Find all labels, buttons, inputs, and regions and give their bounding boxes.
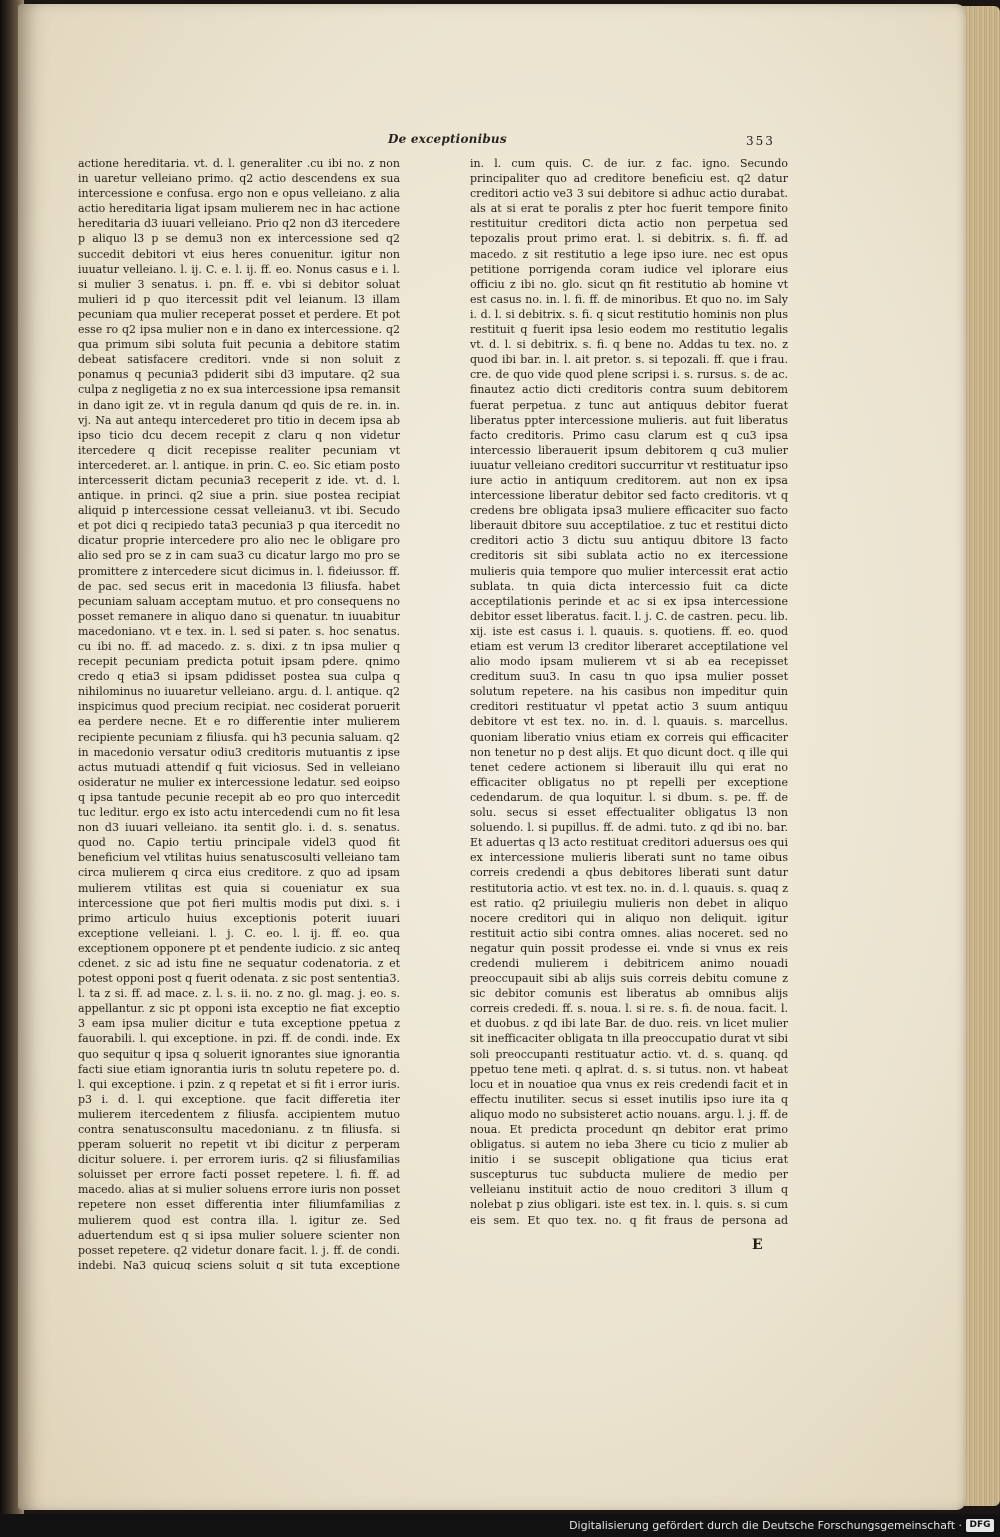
signature-mark: E <box>752 1237 763 1253</box>
text-column-left <box>78 156 400 1270</box>
running-head: De exceptionibus <box>388 132 507 146</box>
text-column-right <box>470 156 788 1230</box>
footer-credit: Digitalisierung gefördert durch die Deutsche Forschungsgemeinschaft · <box>569 1519 962 1532</box>
dfg-logo-icon: DFG <box>966 1519 994 1532</box>
footer-bar <box>0 1514 1000 1537</box>
column-right-text: in. l. cum quis. C. de iur. z fac. igno. Secundo principaliter quo ad creditore beneficiu est. q2 datur creditori actio ve3 3 sui debitore si adhuc actio durabat. als at si erat te poralis z pter hoc fuerit tempore finito restituitur creditori dicta actio non perpetua sed tepozalis prout primo erat. l. si debitrix. s. fi. ff. ad macedo. z sit restitutio a lege ipso iure. nec est opus petitione porrigenda coram iudice vel iplorare eius officiu z ibi no. glo. sicut qn fit restitutio ab homine vt est casus no. in. l. fi. ff. de minoribus. Et quo no. im Saly i. d. l. si debitrix. s. fi. q sicut restitutio hominis non plus restituit q fuerit ipsa lesio eodem mo restitutio legalis vt. d. l. si debitrix. s. fi. q bene no. Addas tu tex. no. z quod ibi bar. in. l. ait pretor. s. si tepozali. ff. que i frau. cre. de quo vide quod plene scripsi i. s. rursus. s. de ac. finautez actio dicti creditoris contra suum debitorem fuerat perpetua. z tunc aut antiquus debitor fuerat liberatus ppter intercessione mulieris. aut fuit liberatus facto creditoris. Primo casu clarum est q cu3 ipsa intercessio liberauerit ipsum debitorem q cu3 mulier iuuatur velleiano creditori succurritur vt restituatur ipso iure actio in antiquum creditorem. aut non ex ipsa intercessione liberatur debitor sed facto creditoris. vt q credens bre obligata ipsa3 muliere efficaciter suo facto liberauit dbitore suu acceptilatioe. z tuc et restitui dicto creditori actio 3 dictu suu antiquu dbitore l3 facto creditoris sit sibi sublata actio no ex itercessione mulieris quia tempore quo mulier intercessit erat actio sublata. tn quia dicta intercessio fuit ca dicte acceptilationis perinde et ac si ex ipsa intercessione debitor esset liberatus. facit. l. j. C. de castren. pecu. lib. xij. iste est casus i. l. quauis. s. quotiens. ff. eo. quod etiam est verum l3 creditor liberaret acceptilatione vel alio modo ipsam mulierem vt si ab ea recepisset creditum suu3. In casu tn quo ipsa mulier posset solutum repetere. na his casibus non impeditur quin creditori restituatur vl ppetat actio 3 suum antiquu debitore vt est tex. no. in. d. l. quauis. s. marcellus. quoniam liberatio vnius etiam ex correis qui efficaciter non tenetur no p dest alijs. Et quo dicunt doct. q ille qui tenet cedere actionem si liberauit illu qui erat no efficaciter obligatus no pt repelli per exceptione cedendarum. de qua loquitur. l. si dbum. s. pe. ff. de solu. secus si esset effectualiter obligatus l3 non soluendo. l. si pupillus. ff. de admi. tuto. z qd ibi no. bar. Et aduertas q l3 acto restituat creditori aduersus oes qui ex intercessione mulieris liberati sunt no tame oibus correis credendi a qbus debitores liberati sunt datur restitutoria actio. vt est tex. no. in. d. l. quauis. s. quaq z est ratio. q2 priuilegiu mulieris non debet in aliquo nocere creditori qui in aliquo non deliquit. igitur restituit actio sibi contra omnes. alias noceret. sed no negatur quin possit prodesse ei. vnde si vnus ex reis credendi mulierem i debitricem animo nouadi preoccupauit sibi ab alijs suis correis debitu comune z sic debitor comunis est liberatus ab omnibus alijs correis crededi. ff. s. noua. l. si re. s. fi. de noua. facit. l. et duobus. z qd ibi late Bar. de duo. reis. vn licet mulier sit inefficaciter obligata tn illa preoccupatio durat vt sibi soli preoccupanti restituatur actio. vt. d. s. quanq. qd ppetuo tene meti. q aplrat. d. s. si tutus. non. vt habeat locu et in nouatioe qua vnus ex reis credendi facit et in effectu inutiliter. secus si esset inutilis ipso iure ita q aliquo modo no subsisteret actio nouans. argu. l. j. ff. de noua. Et predicta procedunt qn debitor erat primo obligatus. si autem no ieba 3here cu ticio z mulier ab initio i se suscepit obligatione qua ticius erat suscepturus tuc subducta muliere de medio per velleianu instituit actio de nouo creditori 3 illum q nolebat p zius obligari. iste est tex. in. l. quis. s. si cum eis sem. Et quo tex. no. q fit fraus de persona ad <box>470 157 788 1227</box>
column-left-text: actione hereditaria. vt. d. l. generaliter .cu ibi no. z non in uaretur velleiano primo. q2 actio descendens ex sua intercessione e confusa. ergo non e opus velleiano. z alia actio hereditaria ligat ipsam mulierem nec in hac actione hereditaria d3 iuuari velleiano. Prio q2 non d3 itercedere p aliquo l3 p se demu3 non ex intercessione sed q2 succedit debitori vt eius heres conuenitur. igitur non iuuatur velleiano. l. ij. C. e. l. ij. ff. eo. Nonus casus e i. l. si mulier 3 senatus. i. pn. ff. e. vbi si debitor soluat mulieri id p quo itercessit pdit vel leianum. l3 illam pecuniam qua mulier receperat posset et perdere. Et pot esse ro q2 ipsa mulier non e in dano ex intercessione. q2 qua primum sibi soluta fuit pecunia a debitore statim debeat satisfacere creditori. vnde si non soluit z ponamus q pecunia3 pdiderit sibi d3 imputare. q2 sua culpa z negligetia z no ex sua intercessione ipsa remansit in dano igit ze. vt in regula danum qd quis de re. in. in. vj. Na aut antequ intercederet pro titio in decem ipsa ab ipso ticio dcu decem recepit z claru q non videtur itercedere q dicit recepisse realiter pecuniam vt intercederet. ar. l. antique. in prin. C. eo. Sic etiam posto intercesserit dictam pecunia3 receperit z ide. vt. d. l. antique. in princi. q2 siue a prin. siue postea recipiat aliquid p intercessione cessat velleianu3. vt ibi. Secudo et pot dici q recipiedo tata3 pecunia3 p qua itercedit no dicatur proprie intercedere pro alio nec le obligare pro alio sed pro se z in cam sua3 cu dicatur largo mo pro se promittere z intercedere sicut dicimus in. l. fideiussor. ff. de pac. sed secus erit in macedonia l3 filiusfa. habet pecuniam saluam acceptam mutuo. et pro consequens no posset remanere in aliquo dano si quenatur. tn iuuabitur macedoniano. vt e tex. in. l. sed si pater. s. hoc senatus. cu ibi no. ff. ad macedo. z. s. dixi. z tn ipsa mulier q recepit pecuniam predicta potuit ipsam pdere. qnimo credo q etia3 si ipsam pdidisset postea sua culpa q nihilominus no iuuaretur velleiano. argu. d. l. antique. q2 inspicimus quod precium recipiat. nec cosiderat poruerit ea perdere necne. Et e ro differentie inter mulierem recipiente pecuniam z filiusfa. qui h3 pecunia saluam. q2 in macedonio versatur odiu3 creditoris mutuantis z ipse actus mutuadi attendif q fuit viciosus. Sed in velleiano osideratur ne mulier ex intercessione ledatur. sed eoipso q ipsa tantude pecunie recepit ab eo pro quo intercedit tuc leditur. ergo ex isto actu intercedendi cum no fit lesa non d3 iuuari velleiano. ita sentit glo. i. d. s. senatus. quod no. Capio tertiu principale videl3 quod fit beneficium vel vtilitas huius senatuscosulti velleiano tam circa mulierem q circa eius creditore. z quo ad ipsam mulierem vtilitas est quia si coueniatur ex sua intercessione que pot fieri multis modis put dixi. s. i primo articulo huius exceptionis poterit iuuari exceptione velleiani. l. j. C. eo. l. ij. ff. eo. qua exceptionem opponere pt et pendente iudicio. z sic anteq cdenet. z sic ad istu fine ne sequatur codenatoria. z et potest opponi post q fuerit odenata. z sic post sententia3. l. ta z si. ff. ad mace. z. l. s. ii. no. z no. gl. mag. j. eo. s. appellantur. z sic pt opponi ista exceptio ne fiat exceptio 3 eam ipsa mulier dicitur e tuta exceptione ppetua z fauorabili. l. qui exceptione. in pzi. ff. de condi. inde. Ex quo sequitur q ipsa q soluerit ignorantes siue ignorantia facti siue etiam ignorantia iuris tn solutu repetere po. d. l. qui exceptione. i pzin. z q repetat et si fit i error iuris. p3 i. d. l. qui exceptione. que facit differetia iter mulierem itercedentem z filiusfa. accipientem mutuo contra senatusconsultu macedonianu. z tn filiusfa. si pperam soluerit no repetit vt ibi dicitur z perperam dicitur soluere. i. per errorem iuris. q2 si filiusfamilias soluisset per errore facti posset repetere. l. fi. ff. ad macedo. alias at si mulier soluens errore iuris non posset repetere non esset differentia inter filiumfamilias z mulierem quod est contra illa. l. igitur ze. Sed aduertendum est q si ipsa mulier soluere scienter non posset repetere. q2 videtur donare facit. l. j. ff. de condi. indebi. Na3 quicuq sciens soluit q sit tuta exceptione <box>78 157 400 1270</box>
folio-number: 353 <box>746 134 775 148</box>
book-page <box>18 4 966 1510</box>
